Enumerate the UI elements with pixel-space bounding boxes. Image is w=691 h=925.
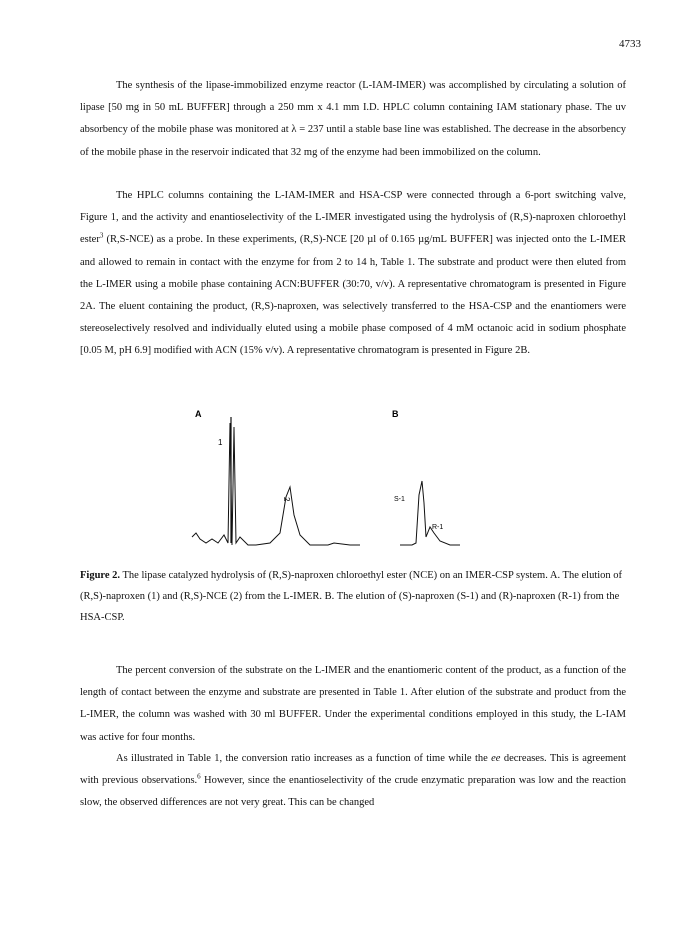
paragraph-text: The HPLC columns containing the L-IAM-IMER and HSA-CSP were connected through a 6-port switching valve, Figure 1, and the activity and enantioselectivity of the L-IMER investigated using the hydrolysis of (R,S)-naproxen chloroethyl ester: [80, 190, 626, 246]
caption-text: The lipase catalyzed hydrolysis of (R,S)-naproxen chloroethyl ester (NCE) on an IMER-CSP system. A. The elution of (R,S)-naproxen (1) and (R,S)-NCE (2) from the L-IMER. B. The elution of (S)-naproxen (S-1) and (R)-naproxen (R-1) from the HSA-CSP.: [80, 570, 623, 623]
chromatogram-trace-b: [400, 481, 460, 545]
peak-label-b2: R-1: [432, 524, 444, 531]
peak-label-b1: S-1: [394, 496, 405, 503]
paragraph-text: (R,S-NCE) as a probe. In these experiments, (R,S)-NCE [20 µl of 0.165 µg/mL BUFFER] was injected onto the L-IMER and allowed to remain in contact with the enzyme for from 2 to 14 h, Table 1. The substrate and product were then eluted from the L-IMER using a mobile phase containing ACN:BUFFER (30:70, v/v). A representative chromatogram is presented in Figure 2A. The eluent containing the product, (R,S)-naproxen, was selectively transferred to the HSA-CSP and the enantiomers were stereoselectively resolved and individually eluted using a mobile phase composed of 4 mM octanoic acid in sodium phosphate [0.05 M, pH 6.9] modified with ACN (15% v/v). A representative chromatogram is presented in Figure 2B.: [80, 234, 626, 357]
figure-caption: [80, 565, 626, 628]
reference-superscript: 3: [99, 231, 104, 240]
peak-label-a1: 1: [218, 438, 223, 447]
panel-a-label: A: [195, 409, 202, 419]
paragraph-conversion: The percent conversion of the substrate on the L-IMER and the enantiomeric content of the product, as a function of the length of contact between the enzyme and substrate are presented in Table 1. After elution of the substrate and product from the L-IMER, the column was washed with 30 ml BUFFER. Under the experimental conditions employed in this study, the L-IAM was active for four months.: [80, 665, 626, 743]
paragraph-text: As illustrated in Table 1, the conversion ratio increases as a function of time while the: [116, 753, 492, 764]
ee-term: ee: [491, 753, 501, 764]
paragraph-synthesis: The synthesis of the lipase-immobilized enzyme reactor (L-IAM-IMER) was accomplished by circulating a solution of lipase [50 mg in 50 mL BUFFER] through a 250 mm x 4.1 mm I.D. HPLC column containing IAM stationary phase. The uv absorbency of the mobile phase was monitored at λ = 237 until a stable base line was established. The decrease in the absorbency of the mobile phase in the reservoir indicated that 32 mg of the enzyme had been immobilized on the column.: [80, 80, 626, 158]
paragraph-table-discussion: [80, 748, 626, 815]
reference-superscript: 6: [197, 772, 201, 781]
paragraph-text: decreases. This is agreement with previous observations.: [80, 753, 626, 787]
peak-label-a2: 2: [282, 497, 291, 502]
panel-b-label: B: [392, 409, 399, 419]
paragraph-text: However, since the enantioselectivity of the crude enzymatic preparation was low and the reaction slow, the observed differences are not very great. This can be changed: [80, 775, 627, 809]
paragraph-hplc-setup: [80, 185, 626, 363]
page-number: 4733: [619, 38, 641, 50]
chromatogram-figure: [160, 405, 480, 555]
caption-label: Figure 2.: [80, 570, 121, 581]
